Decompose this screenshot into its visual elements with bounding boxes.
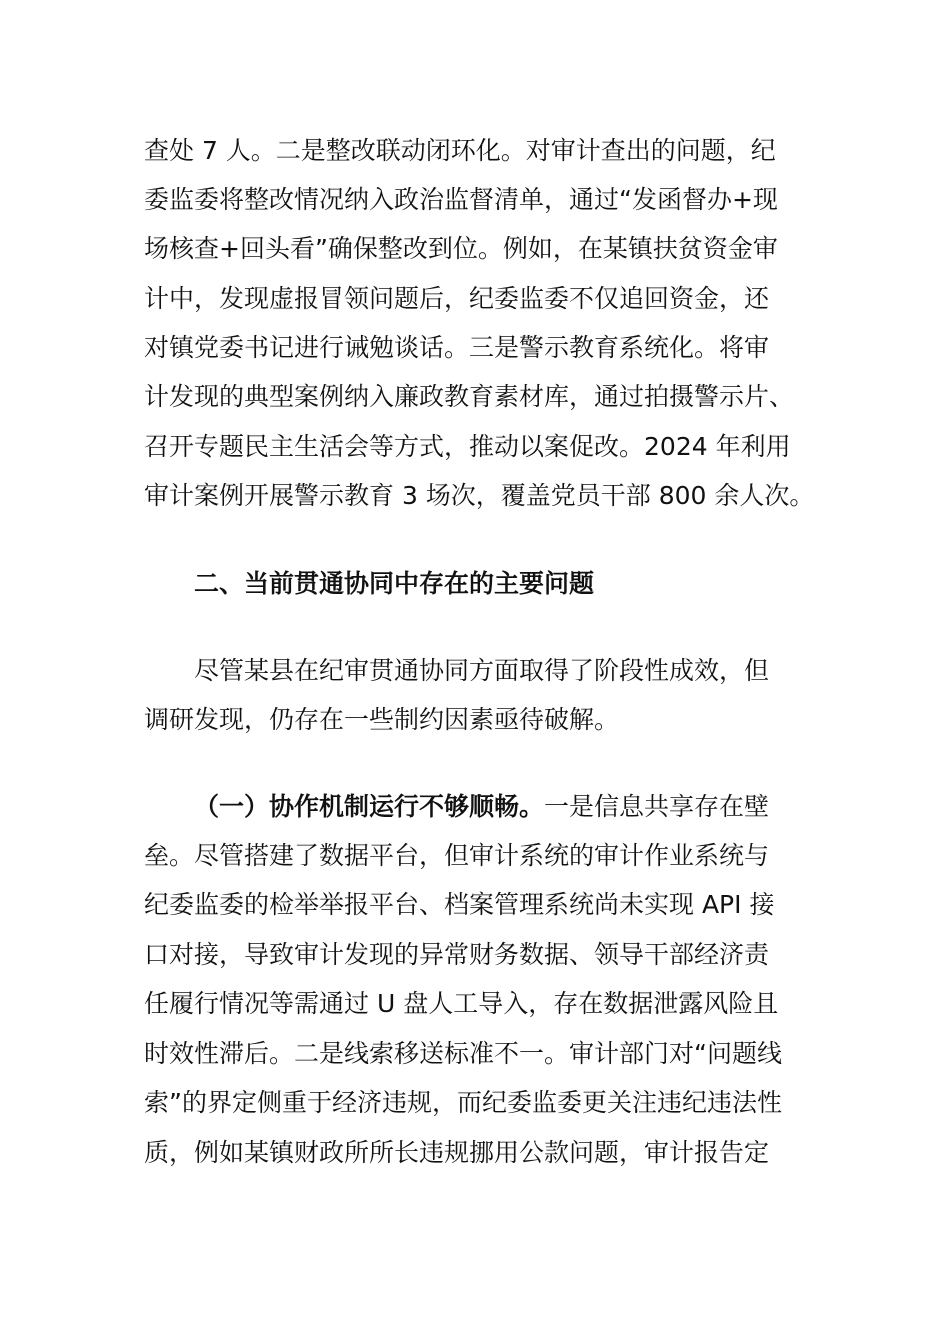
body-text-line: 委监委将整改情况纳入政治监督清单，通过“发函督办+现 — [144, 185, 778, 214]
body-text-line: 对镇党委书记进行诫勉谈话。三是警示教育系统化。将审 — [144, 333, 770, 362]
body-text-line: 纪委监委的检举举报平台、档案管理系统尚未实现 API 接 — [144, 890, 775, 919]
body-text-line: 质，例如某镇财政所所长违规挪用公款问题，审计报告定 — [144, 1138, 770, 1167]
body-text-line: 查处 7 人。二是整改联动闭环化。对审计查出的问题，纪 — [144, 136, 776, 165]
section-heading: 二、当前贯通协同中存在的主要问题 — [194, 569, 595, 598]
subsection-heading: （一）协作机制运行不够顺畅。 — [194, 792, 545, 821]
body-text-line: 尽管某县在纪审贯通协同方面取得了阶段性成效，但 — [194, 656, 770, 685]
body-text-line: 索”的界定侧重于经济违规，而纪委监委更关注违纪违法性 — [144, 1088, 782, 1117]
body-text-line: 任履行情况等需通过 U 盘人工导入，存在数据泄露风险且 — [144, 989, 779, 1018]
body-text-line: 垒。尽管搭建了数据平台，但审计系统的审计作业系统与 — [144, 841, 770, 870]
body-text-line: 计中，发现虚报冒领问题后，纪委监委不仅追回资金，还 — [144, 284, 770, 313]
body-text-line: 召开专题民主生活会等方式，推动以案促改。2024 年利用 — [144, 432, 791, 461]
body-text-span: 一是信息共享存在壁 — [544, 792, 770, 821]
body-text-line: 调研发现，仍存在一些制约因素亟待破解。 — [144, 705, 620, 734]
body-text-line: 口对接，导致审计发现的异常财务数据、领导干部经济责 — [144, 940, 770, 969]
body-text-line: 场核查+回头看”确保整改到位。例如，在某镇扶贫资金审 — [144, 234, 778, 263]
subsection-first-line — [194, 792, 769, 822]
body-text-line: 计发现的典型案例纳入廉政教育素材库，通过拍摄警示片、 — [144, 382, 795, 411]
body-text-line: 时效性滞后。二是线索移送标准不一。审计部门对“问题线 — [144, 1039, 782, 1068]
body-text-line: 审计案例开展警示教育 3 场次，覆盖党员干部 800 余人次。 — [144, 481, 815, 510]
